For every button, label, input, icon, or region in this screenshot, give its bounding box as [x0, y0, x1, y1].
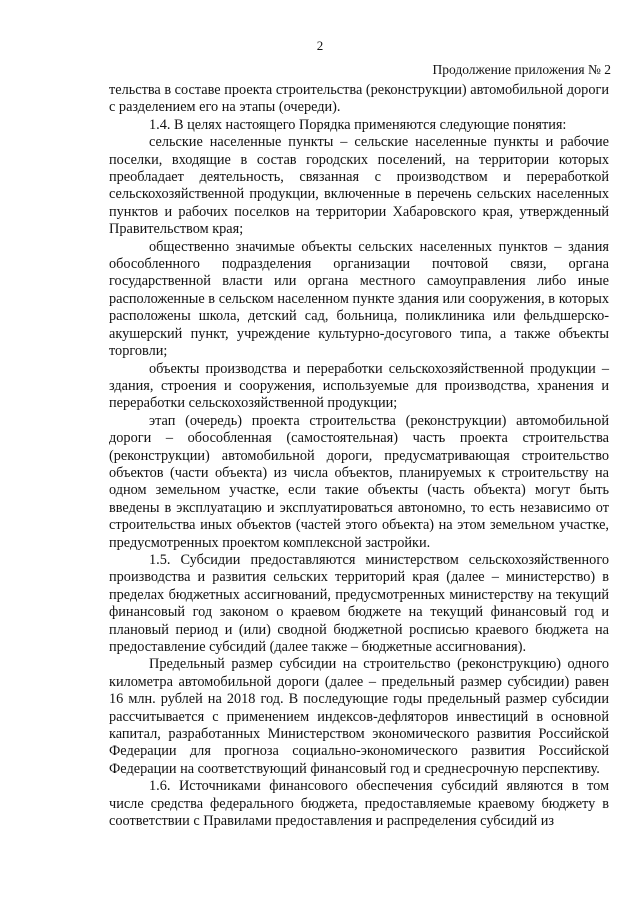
document-body: [109, 82, 609, 830]
paragraph-1-4: 1.4. В целях настоящего Порядка применяются следующие понятия:: [149, 116, 567, 133]
page-number: 2: [316, 38, 324, 53]
definition-production-objects: объекты производства и переработки сельскохозяйственной продукции – здания, строения и сооружения, используемые для производства, хранения и переработки сельскохозяйственной продукции;: [109, 360, 609, 412]
paragraph-subsidy-limit: Предельный размер субсидии на строительство (реконструкцию) одного километра автомобильной дороги (далее – предельный размер субсидии) равен 16 млн. рублей на 2018 год. В последующие годы предельный размер субсидии рассчитывается с применением индексов-дефляторов инвестиций в основной капитал, разработанных Министерством экономического развития Российской Федерации для прогноза социально-экономического развития Российской Федерации на соответствующий финансовый год и среднесрочную перспективу.: [109, 656, 609, 777]
paragraph-continued: тельства в составе проекта строительства (реконструкции) автомобильной дороги с разделением его на этапы (очереди).: [109, 82, 609, 116]
paragraph-1-5: 1.5. Субсидии предоставляются министерством сельскохозяйственного производства и развития сельских территорий края (далее – министерство) в пределах бюджетных ассигнований, предусмотренных министерству на текущий финансовый год законом о краевом бюджете на текущий финансовый год и плановый период и (или) сводной бюджетной росписью краевого бюджета на предоставление субсидий (далее также – бюджетные ассигнования).: [109, 551, 609, 655]
definition-construction-stage: этап (очередь) проекта строительства (реконструкции) автомобильной дороги – обособленная (самостоятельная) часть проекта строительства (реконструкции) автомобильной дороги, предусматривающая строительство объектов (части объекта) из числа объектов, планируемых к строительству на одном земельном участке, если такие объекты (часть объекта) могут быть введены в эксплуатацию и эксплуатироваться автономно, то есть независимо от строительства иных объектов (частей этого объекта) на этом земельном участке, предусмотренных проектом комплексной застройки.: [109, 412, 609, 551]
appendix-continuation-label: Продолжение приложения № 2: [432, 62, 611, 77]
definition-public-objects: общественно значимые объекты сельских населенных пунктов – здания обособленного подразделения организации почтовой связи, органа государственной власти или органа местного самоуправления либо иные расположенные в сельском населенном пункте здания или сооружения, в которых расположены школа, детский сад, больница, поликлиника или фельдшерско-акушерский пункт, учреждение культурно-досугового типа, а также объекты торговли;: [109, 238, 609, 360]
paragraph-1-6: 1.6. Источниками финансового обеспечения субсидий являются в том числе средства федерального бюджета, предоставляемые краевому бюджету в соответствии с Правилами предоставления и распределения субсидий из: [109, 778, 609, 830]
definition-rural-settlements: сельские населенные пункты – сельские населенные пункты и рабочие поселки, входящие в состав городских поселений, на территории которых преобладает деятельность, связанная с производством и переработкой сельскохозяйственной продукции, включенные в перечень сельских населенных пунктов и рабочих поселков на территории Хабаровского края, утвержденный Правительством края;: [109, 134, 609, 238]
